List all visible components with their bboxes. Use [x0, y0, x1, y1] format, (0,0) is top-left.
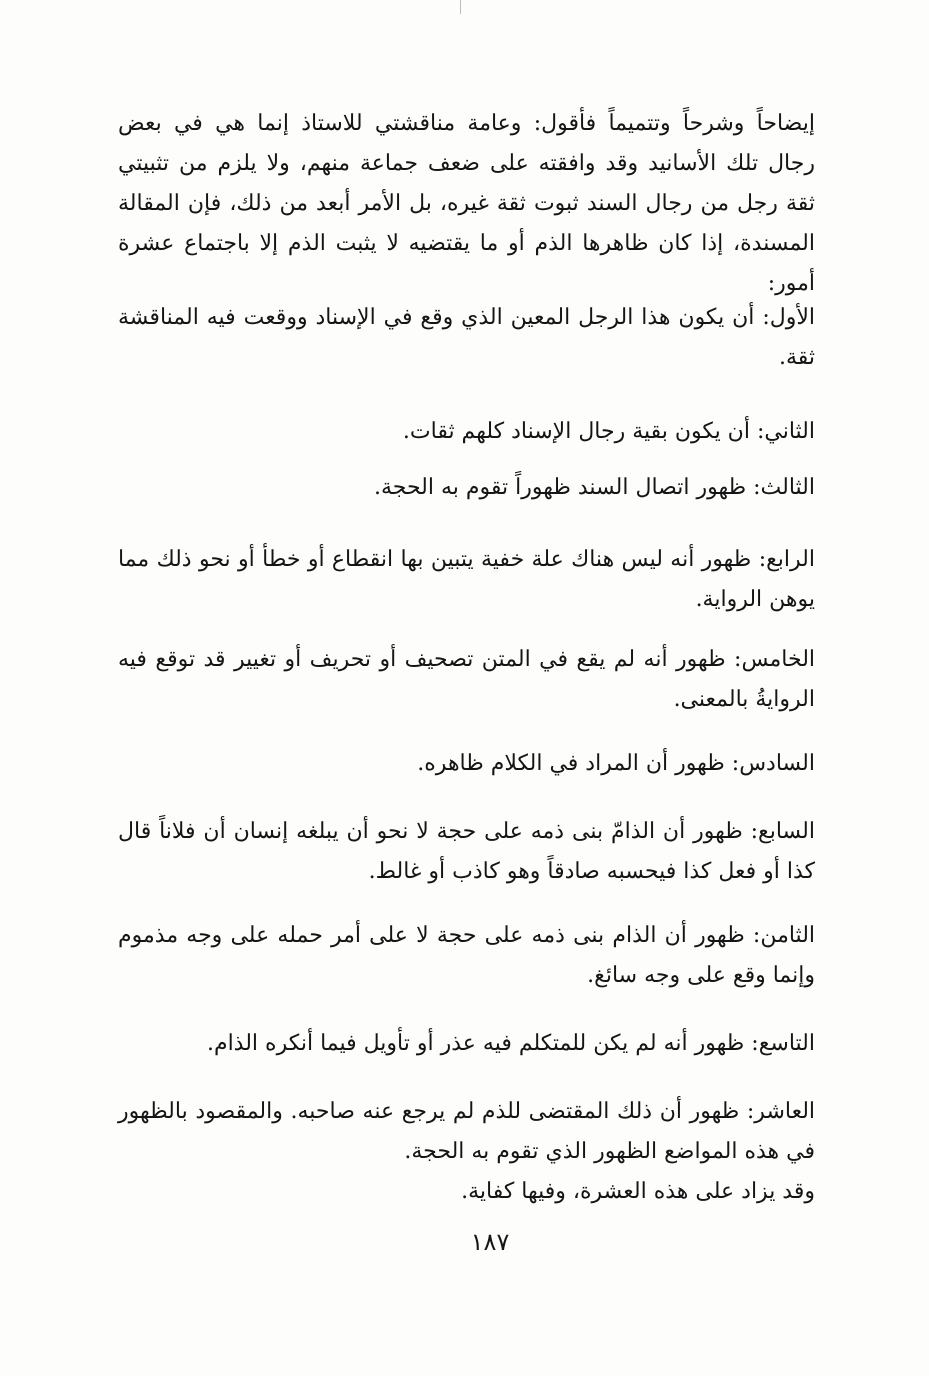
item-text: ظهور أنه لم يقع في المتن تصحيف أو تحريف أو تغيير قد توقع فيه الروايةُ بالمعنى.	[118, 647, 815, 712]
item-paragraph-3	[118, 468, 815, 508]
closing-line: وقد يزاد على هذه العشرة، وفيها كفاية.	[461, 1179, 815, 1204]
item-label: التاسع:	[751, 1031, 815, 1056]
item-text: أن يكون بقية رجال الإسناد كلهم ثقات.	[402, 419, 750, 444]
item-paragraph-10	[118, 1092, 815, 1172]
item-label: العاشر:	[746, 1099, 816, 1124]
top-crease-mark	[460, 0, 461, 14]
page-number: ١٨٧	[470, 1228, 510, 1256]
item-paragraph-5	[118, 640, 815, 720]
item-text: ظهور أن الذام بنى ذمه على حجة لا على أمر حمله على وجه مذموم وإنما وقع على وجه سائغ.	[118, 923, 815, 988]
item-text: ظهور اتصال السند ظهوراً تقوم به الحجة.	[373, 475, 747, 500]
item-label: الرابع:	[758, 547, 815, 572]
item-paragraph-9	[118, 1024, 815, 1064]
item-text: ظهور أن ذلك المقتضى للذم لم يرجع عنه صاحبه. والمقصود بالظهور في هذه المواضع الظهور الذي تقوم به الحجة.	[118, 1099, 815, 1164]
item-paragraph-1	[118, 298, 815, 378]
item-paragraph-7	[118, 812, 815, 892]
item-paragraph-6	[118, 744, 815, 784]
item-paragraph-8	[118, 916, 815, 996]
item-label: السابع:	[750, 819, 815, 844]
item-label: الخامس:	[734, 647, 816, 672]
item-label: الثاني:	[756, 419, 815, 444]
item-text: ظهور أنه لم يكن للمتكلم فيه عذر أو تأويل فيما أنكره الذام.	[206, 1031, 745, 1056]
item-text: ظهور أن المراد في الكلام ظاهره.	[417, 751, 725, 776]
item-text: ظهور أن الذامّ بنى ذمه على حجة لا نحو أن يبلغه إنسان أن فلاناً قال كذا أو فعل كذا فيحسبه صادقاً وهو كاذب أو غالط.	[118, 819, 815, 884]
intro-paragraph: إيضاحاً وشرحاً وتتميماً فأقول: وعامة مناقشتي للاستاذ إنما هي في بعض رجال تلك الأسانيد وقد وافقته على ضعف جماعة منهم، ولا يلزم من تثبيتي ثقة رجل من رجال السند ثبوت ثقة غيره، بل الأمر أبعد من ذلك، فإن المقالة المسندة، إذا كان ظاهرها الذم أو ما يقتضيه لا يثبت الذم إلا باجتماع عشرة أمور:	[118, 111, 815, 296]
item-paragraph-2	[118, 412, 815, 452]
item-text: ظهور أنه ليس هناك علة خفية يتبين بها انقطاع أو خطأ أو نحو ذلك مما يوهن الرواية.	[118, 547, 815, 612]
item-text: أن يكون هذا الرجل المعين الذي وقع في الإسناد ووقعت فيه المناقشة ثقة.	[118, 305, 815, 370]
item-label: الثامن:	[752, 923, 816, 948]
item-label: السادس:	[731, 751, 815, 776]
item-label: الأول:	[762, 305, 815, 330]
item-paragraph-4	[118, 540, 815, 620]
item-label: الثالث:	[753, 475, 815, 500]
